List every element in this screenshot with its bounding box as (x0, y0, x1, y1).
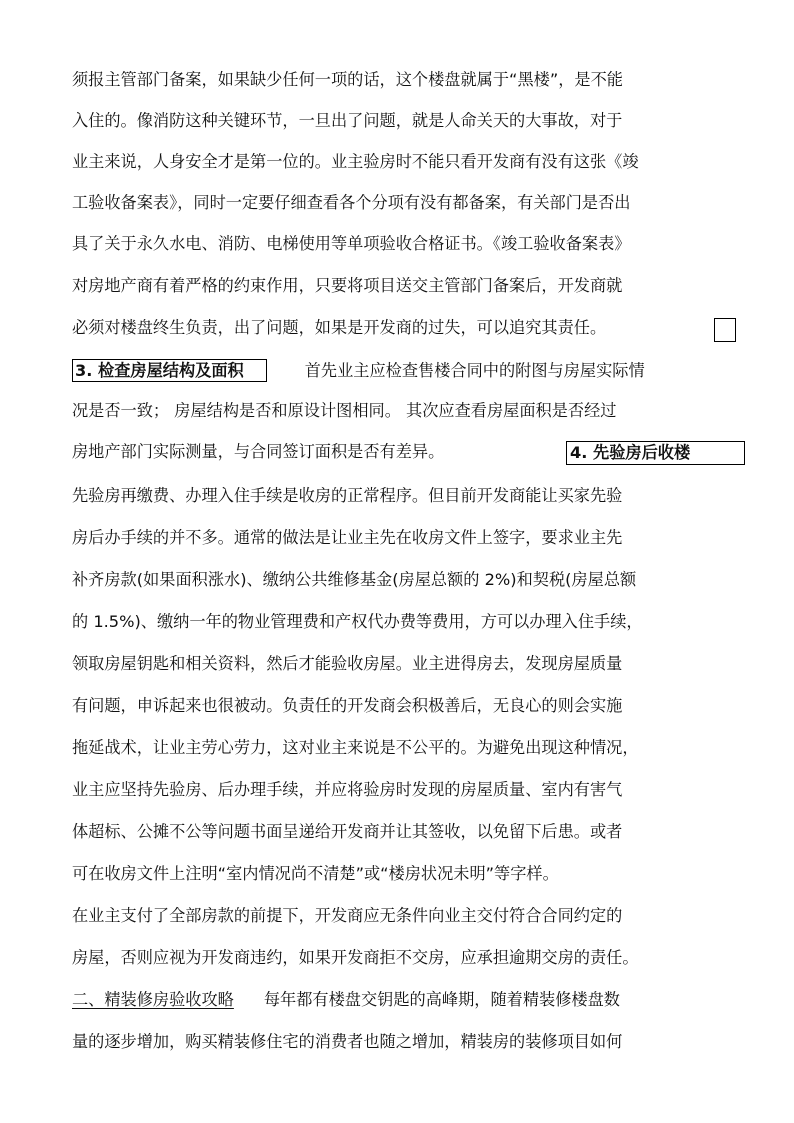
section-3-last-line: 房地产部门实际测量，与合同签订面积是否有差异。 (72, 442, 445, 461)
paragraph-line: 具了关于永久水电、消防、电梯使用等单项验收合格证书。《竣工验收备案表》 (72, 234, 631, 253)
paragraph-line: 必须对楼盘终生负责，出了问题，如果是开发商的过失，可以追究其责任。 (72, 318, 607, 337)
section-2-line-text: 每年都有楼盘交钥匙的高峰期，随着精装修楼盘数 (263, 990, 620, 1009)
paragraph-line: 业主应坚持先验房、后办理手续，并应将验房时发现的房屋质量、室内有害气 (72, 780, 623, 799)
section-2-first-line (72, 990, 722, 1010)
section-2-heading: 二、精装修房验收攻略 (72, 990, 234, 1009)
paragraph-line: 业主来说，人身安全才是第一位的。业主验房时不能只看开发商有没有这张《竣 (72, 152, 639, 171)
paragraph-line: 先验房再缴费、办理入住手续是收房的正常程序。但目前开发商能让买家先验 (72, 486, 623, 505)
paragraph-line: 体超标、公摊不公等问题书面呈递给开发商并让其签收，以免留下后患。或者 (72, 822, 623, 841)
section-4-heading: 4. 先验房后收楼 (566, 441, 745, 465)
empty-box (714, 318, 736, 342)
paragraph-line: 对房地产商有着严格的约束作用，只要将项目送交主管部门备案后，开发商就 (72, 276, 623, 295)
section-3-heading: 3. 检查房屋结构及面积 (72, 359, 267, 382)
paragraph-line: 有问题，申诉起来也很被动。负责任的开发商会积极善后，无良心的则会实施 (72, 696, 623, 715)
paragraph-line: 的 1.5%)、缴纳一年的物业管理费和产权代办费等费用，方可以办理入住手续， (72, 612, 643, 631)
paragraph-line: 须报主管部门备案，如果缺少任何一项的话，这个楼盘就属于“黑楼”，是不能 (72, 70, 623, 89)
paragraph-line: 工验收备案表》，同时一定要仔细查看各个分项有没有都备案，有关部门是否出 (72, 193, 631, 212)
paragraph-line: 房屋，否则应视为开发商违约，如果开发商拒不交房，应承担逾期交房的责任。 (72, 948, 639, 967)
paragraph-line: 房后办手续的并不多。通常的做法是让业主先在收房文件上签字，要求业主先 (72, 528, 623, 547)
paragraph-line: 补齐房款(如果面积涨水)、缴纳公共维修基金(房屋总额的 2%)和契税(房屋总额 (72, 570, 637, 589)
paragraph-line: 量的逐步增加，购买精装修住宅的消费者也随之增加，精装房的装修项目如何 (72, 1032, 623, 1051)
paragraph-line: 在业主支付了全部房款的前提下，开发商应无条件向业主交付符合合同约定的 (72, 906, 623, 925)
paragraph-line: 领取房屋钥匙和相关资料，然后才能验收房屋。业主进得房去，发现房屋质量 (72, 654, 623, 673)
section-3-line-text: 首先业主应检查售楼合同中的附图与房屋实际情 (304, 361, 645, 380)
section-3-first-line (72, 359, 722, 382)
paragraph-line: 况是否一致； 房屋结构是否和原设计图相同。 其次应查看房屋面积是否经过 (72, 401, 617, 420)
paragraph-line: 拖延战术，让业主劳心劳力，这对业主来说是不公平的。为避免出现这种情况， (72, 738, 639, 757)
paragraph-line: 入住的。像消防这种关键环节，一旦出了问题，就是人命关天的大事故，对于 (72, 111, 623, 130)
paragraph-line: 可在收房文件上注明“室内情况尚不清楚”或“楼房状况未明”等字样。 (72, 864, 559, 883)
